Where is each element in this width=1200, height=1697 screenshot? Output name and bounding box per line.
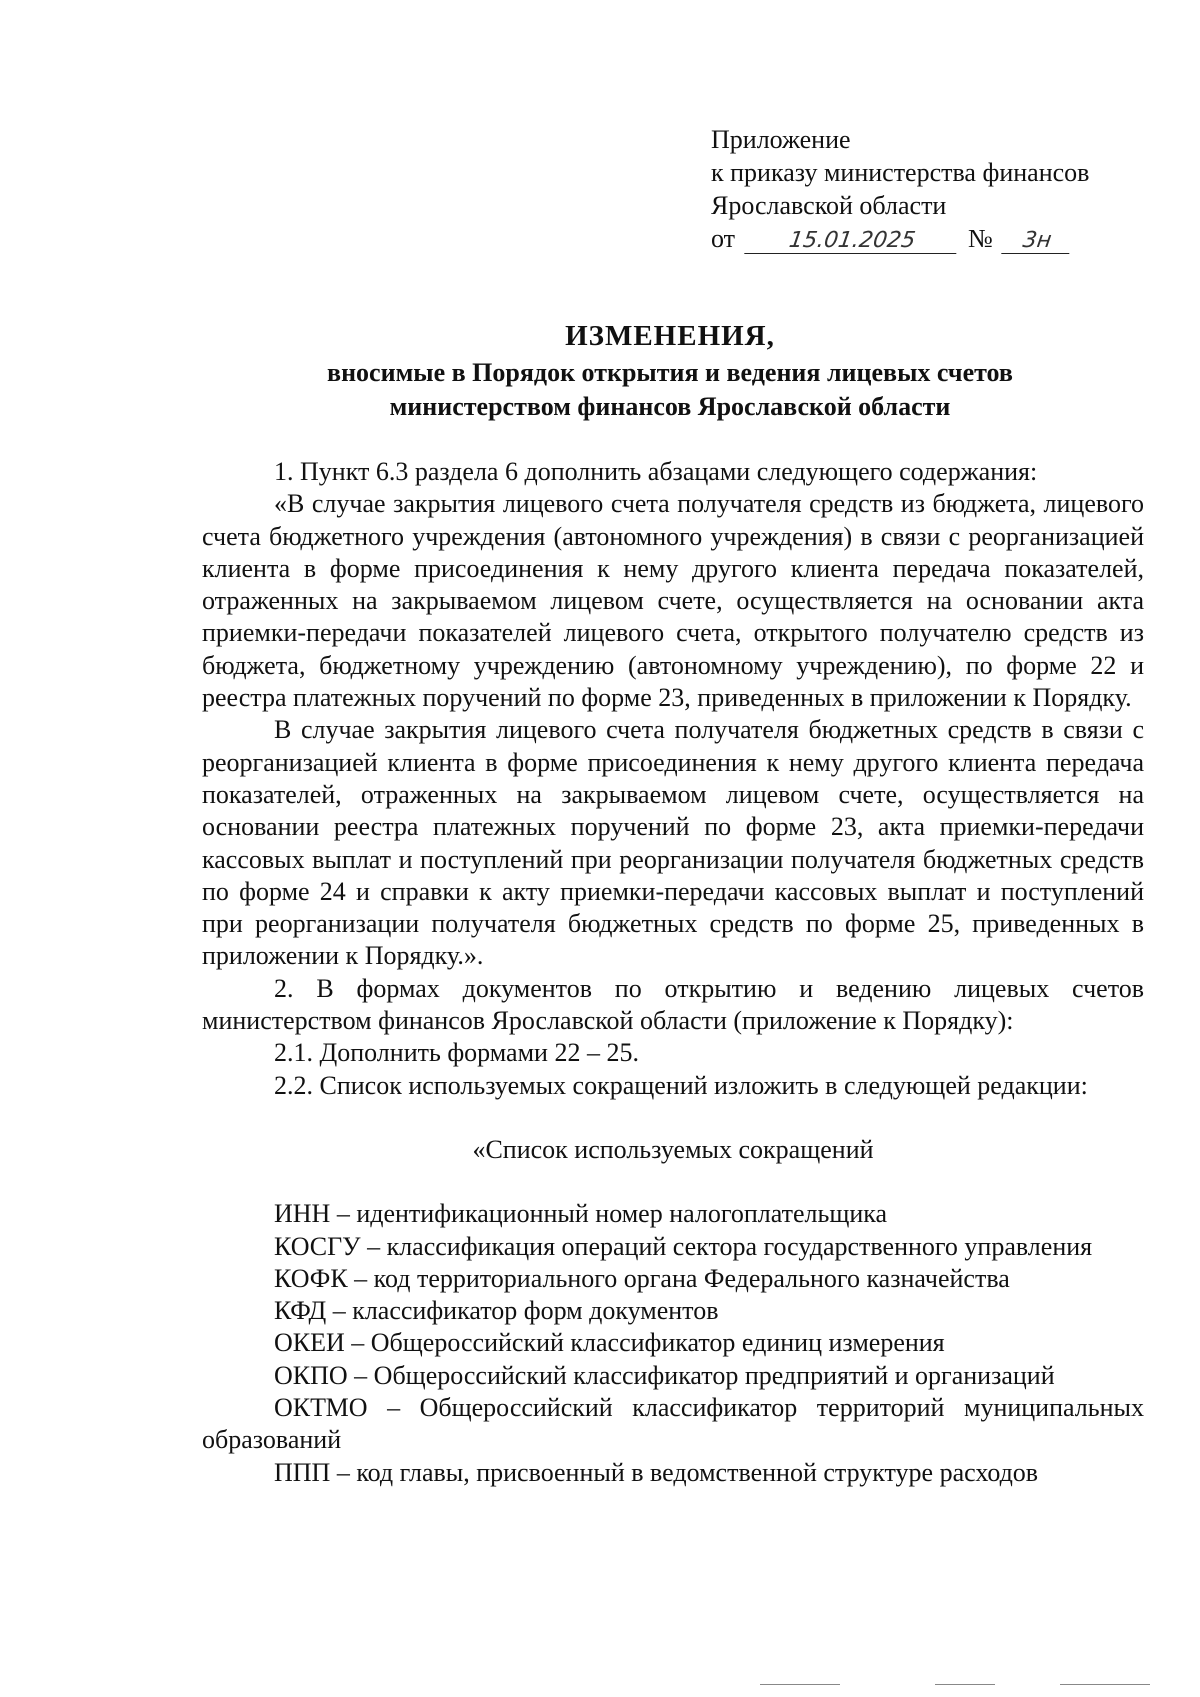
number-prefix: № (968, 224, 993, 253)
paragraph-6: 2.2. Список используемых сокращений изложить в следующей редакции: (274, 1070, 1088, 1100)
abbreviation-item: ОКТМО – Общероссийский классификатор территорий муниципальных образований (202, 1393, 1144, 1455)
abbreviation-item: КФД – классификатор форм документов (274, 1296, 719, 1326)
paragraph-3: В случае закрытия лицевого счета получателя бюджетных средств в связи с реорганизацией клиента в форме присоединения к нему другого клиента передача показателей, отраженных на закрываемом лицевом счете, осуществляется на основании реестра платежных поручений по форме 23, акта приемки-передачи кассовых выплат и поступлений при реорганизации получателя бюджетных средств по форме 24 и справки к акту приемки-передачи кассовых выплат и поступлений при реорганизации получателя бюджетных средств по форме 25, приведенных в приложении к Порядку.». (202, 715, 1144, 971)
title-sub-line-1: вносимые в Порядок открытия и ведения лицевых счетов (327, 358, 1013, 387)
paragraph-2: «В случае закрытия лицевого счета получателя средств из бюджета, лицевого счета бюджетного учреждения (автономного учреждения) в связи с реорганизацией клиента в форме присоединения к нему другого клиента передача показателей, отраженных на закрываемом лицевом счете, осуществляется на основании акта приемки-передачи показателей лицевого счета, открытого получателю средств из бюджета, бюджетному учреждению (автономному учреждению), по форме 22 и реестра платежных поручений по форме 23, приведенных в приложении к Порядку. (202, 489, 1144, 713)
abbreviation-list-title: «Список используемых сокращений (472, 1134, 874, 1164)
appendix-region: Ярославской области (711, 191, 947, 220)
title-main: ИЗМЕНЕНИЯ, (565, 320, 775, 352)
document-body (202, 456, 1144, 1489)
appendix-date-line (711, 222, 1089, 255)
abbreviation-item: ОКПО – Общероссийский классификатор предприятий и организаций (274, 1360, 1055, 1390)
appendix-order-ref: к приказу министерства финансов (711, 158, 1090, 187)
handwritten-date: 15.01.2025 (744, 229, 960, 254)
paragraph-5: 2.1. Дополнить формами 22 – 25. (274, 1038, 639, 1068)
handwritten-number: 3н (1002, 229, 1074, 254)
appendix-label: Приложение (711, 125, 851, 154)
abbreviation-item: КОСГУ – классификация операций сектора государственного управления (274, 1231, 1093, 1261)
paragraph-1: 1. Пункт 6.3 раздела 6 дополнить абзацами следующего содержания: (274, 457, 1038, 486)
abbreviation-item: ППП – код главы, присвоенный в ведомственной структуре расходов (274, 1457, 1039, 1487)
date-prefix: от (711, 224, 736, 253)
appendix-header (711, 123, 1089, 255)
title-sub-line-2: министерством финансов Ярославской области (389, 392, 951, 421)
abbreviation-item: ИНН – идентификационный номер налогоплательщика (274, 1199, 888, 1229)
abbreviation-item: КОФК – код территориального органа Федерального казначейства (274, 1263, 1010, 1293)
document-title (200, 316, 1140, 424)
abbreviation-item: ОКЕИ – Общероссийский классификатор единиц измерения (274, 1328, 945, 1358)
paragraph-4: 2. В формах документов по открытию и ведению лицевых счетов министерством финансов Ярославской области (приложение к Порядку): (202, 973, 1144, 1036)
scan-edge-marks (760, 1684, 1160, 1688)
